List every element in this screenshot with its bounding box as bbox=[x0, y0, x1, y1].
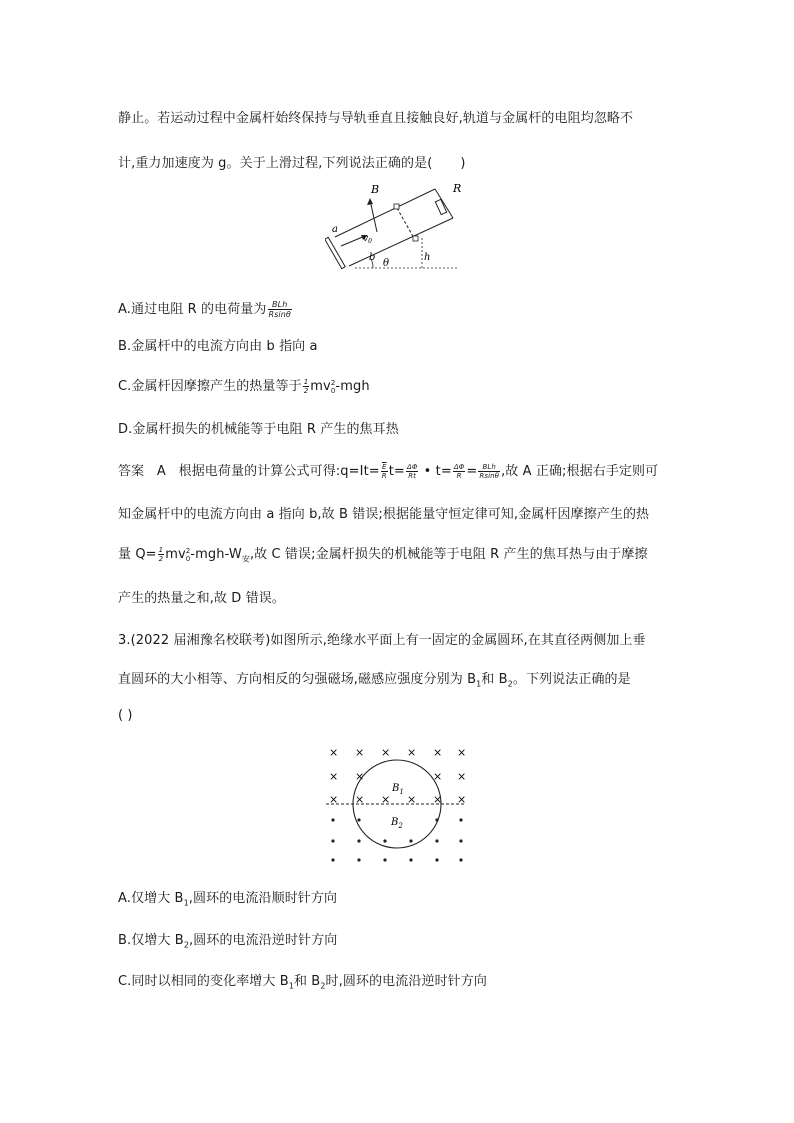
field-out-of-page-mark bbox=[459, 818, 462, 821]
q2-option-d: D.金属杆损失的机械能等于电阻 R 产生的焦耳热 bbox=[118, 422, 399, 437]
label-theta: θ bbox=[383, 258, 390, 269]
field-out-of-page-mark bbox=[357, 818, 360, 821]
field-into-page-mark: × bbox=[457, 793, 467, 806]
field-out-of-page-mark bbox=[435, 839, 438, 842]
q3-stem-line3: ( ) bbox=[118, 708, 133, 723]
answer-label: 答案 bbox=[118, 464, 145, 479]
field-into-page-mark: × bbox=[355, 746, 365, 759]
answer-line4: 产生的热量之和,故 D 错误。 bbox=[118, 591, 285, 606]
q2-option-b: B.金属杆中的电流方向由 b 指向 a bbox=[118, 339, 318, 354]
q2-option-c: C.金属杆因摩擦产生的热量等于 $\frac{1}{2}$ mv 2 0 -mgh bbox=[118, 378, 370, 395]
q2-stem-text: 计,重力加速度为 g。关于上滑过程,下列说法正确的是( bbox=[118, 156, 433, 171]
field-out-of-page-mark bbox=[435, 818, 438, 821]
field-out-of-page-mark bbox=[383, 858, 386, 861]
answer-line2: 知金属杆中的电流方向由 a 指向 b,故 B 错误;根据能量守恒定律可知,金属杆因摩擦产生的热 bbox=[118, 507, 650, 522]
field-into-page-mark: × bbox=[381, 793, 391, 806]
field-into-page-mark: × bbox=[355, 793, 365, 806]
field-into-page-mark: × bbox=[433, 770, 443, 783]
field-into-page-mark: × bbox=[433, 746, 443, 759]
answer-line3: 量 Q= $\frac{1}{2}$ mv 2 0 $-mgh-W_安$,故 C 错误;金属杆损失的机械能等于电阻 R 产生的焦耳热与由于摩擦 bbox=[118, 546, 648, 564]
field-into-page-mark: × bbox=[329, 746, 339, 759]
q2-option-c-fraction: $\frac{1}{2}$ bbox=[303, 378, 309, 395]
label-B2: $B_2$ bbox=[391, 817, 403, 830]
field-out-of-page-mark bbox=[409, 858, 412, 861]
label-R: R bbox=[453, 182, 462, 195]
q2-option-a bbox=[118, 300, 293, 319]
field-out-of-page-mark bbox=[409, 839, 412, 842]
field-out-of-page-mark bbox=[331, 858, 334, 861]
q3-option-c: C.同时以相同的变化率增大 $B_1$和 $B_2$时,圆环的电流沿逆时针方向 bbox=[118, 974, 487, 991]
q2-incline-figure bbox=[325, 180, 475, 280]
field-into-page-mark: × bbox=[329, 770, 339, 783]
label-h: h bbox=[424, 252, 431, 263]
label-B1: $B_1$ bbox=[392, 783, 404, 796]
answer-line1: 答案 A 根据电荷量的计算公式可得:q=It= $\frac{\overline{E}}{R}$ t= $\frac{\Delta\Phi}{Rt}$ • t= $\frac{\Delta\Phi}{R}$ = $\frac{\text{BLh}}{Rsin\theta}$ ,故 A 正确;根据右手定则可 bbox=[118, 463, 659, 480]
field-into-page-mark: × bbox=[381, 746, 391, 759]
label-a: a bbox=[332, 224, 338, 235]
q2-stem-line2 bbox=[118, 155, 466, 173]
field-out-of-page-mark bbox=[357, 839, 360, 842]
q2-stem-paren: ) bbox=[460, 156, 466, 171]
answer-choice: A bbox=[156, 464, 166, 479]
label-B: B bbox=[371, 183, 380, 196]
q3-stem-line1: 3.(2022 届湘豫名校联考)如图所示,绝缘水平面上有一固定的金属圆环,在其直径两侧加上垂 bbox=[118, 633, 646, 648]
field-out-of-page-mark bbox=[459, 839, 462, 842]
field-into-page-mark: × bbox=[457, 746, 467, 759]
field-into-page-mark: × bbox=[407, 793, 417, 806]
field-out-of-page-mark bbox=[383, 839, 386, 842]
field-into-page-mark: × bbox=[329, 793, 339, 806]
label-b: b bbox=[369, 252, 376, 263]
field-into-page-mark: × bbox=[457, 770, 467, 783]
q2-option-a-text: A.通过电阻 R 的电荷量为 bbox=[118, 302, 267, 317]
field-out-of-page-mark bbox=[331, 818, 334, 821]
q3-ring-figure bbox=[320, 740, 470, 865]
q2-option-c-text: C.金属杆因摩擦产生的热量等于 bbox=[118, 379, 302, 394]
field-out-of-page-mark bbox=[459, 858, 462, 861]
field-into-page-mark: × bbox=[433, 793, 443, 806]
field-into-page-mark: × bbox=[407, 746, 417, 759]
field-into-page-mark: × bbox=[355, 770, 365, 783]
q2-option-a-fraction: $\frac{\text{BLh}}{Rsin\theta}$ bbox=[268, 300, 291, 319]
q3-option-b: B.仅增大 $B_2$,圆环的电流沿逆时针方向 bbox=[118, 933, 338, 950]
label-v0: $v_0$ bbox=[363, 234, 372, 245]
q2-stem-line1: 静止。若运动过程中金属杆始终保持与导轨垂直且接触良好,轨道与金属杆的电阻均忽略不 bbox=[118, 111, 634, 126]
q3-option-a: A.仅增大 $B_1$,圆环的电流沿顺时针方向 bbox=[118, 891, 338, 908]
field-out-of-page-mark bbox=[357, 858, 360, 861]
field-out-of-page-mark bbox=[331, 839, 334, 842]
q3-stem-line2: 直圆环的大小相等、方向相反的匀强磁场,磁感应强度分别为 $B_1$和 $B_2$。下列说法正确的是 bbox=[118, 672, 631, 689]
field-out-of-page-mark bbox=[435, 858, 438, 861]
